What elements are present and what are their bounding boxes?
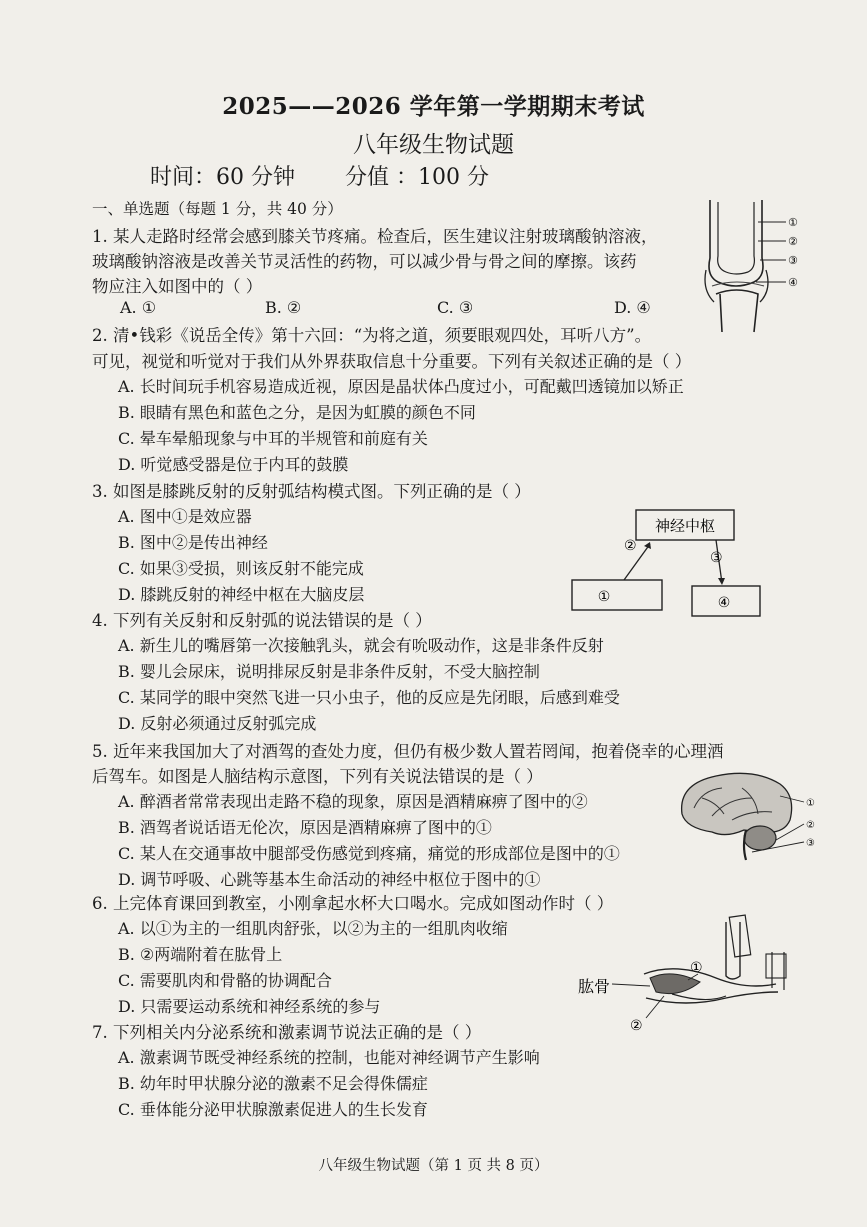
reflex-arc-figure [566,504,766,628]
exam-title: 2025——2026 学年第一学期期末考试 [222,93,645,120]
q5-stem-line1: 5. 近年来我国加大了对酒驾的查处力度，但仍有极少数人置若罔闻，抱着侥幸的心理酒 [92,742,724,761]
q2-option-c: C. 晕车晕船现象与中耳的半规管和前庭有关 [118,429,428,448]
knee-label-2: ② [788,235,798,248]
humerus-label: 肱骨 [578,977,611,996]
q3-stem-line1: 3. 如图是膝跳反射的反射弧结构模式图。下列正确的是（ ） [92,482,531,501]
section-heading: 一、单选题（每题 1 分，共 40 分） [92,200,343,218]
q6-option-c: C. 需要肌肉和骨骼的协调配合 [118,971,332,990]
reflex-label-2: ② [624,538,637,554]
q1-stem-line3: 物应注入如图中的（ ） [92,277,263,296]
q2-stem-line1: 2. 清•钱彩《说岳全传》第十六回：“为将之道，须要眼观四处，耳听八方”。 [92,326,652,345]
q3-option-c: C. 如果③受损，则该反射不能完成 [118,559,364,578]
q1-stem-line2: 玻璃酸钠溶液是改善关节灵活性的药物，可以减少骨与骨之间的摩擦。该药 [92,252,637,271]
q5-option-b: B. 酒驾者说话语无伦次，原因是酒精麻痹了图中的① [118,818,492,837]
q6-option-a: A. 以①为主的一组肌肉舒张，以②为主的一组肌肉收缩 [118,919,508,938]
q2-option-a: A. 长时间玩手机容易造成近视，原因是晶状体凸度过小，可配戴凹透镜加以矫正 [118,377,684,396]
q5-option-d: D. 调节呼吸、心跳等基本生命活动的神经中枢位于图中的① [118,870,541,889]
exam-score: 分值 ：100 分 [345,165,489,190]
q7-stem-line1: 7. 下列相关内分泌系统和激素调节说法正确的是（ ） [92,1023,482,1042]
reflex-center-label: 神经中枢 [654,517,716,535]
q1-option-d: D. ④ [614,298,651,317]
q1-stem-line1: 1. 某人走路时经常会感到膝关节疼痛。检查后，医生建议注射玻璃酸钠溶液， [92,227,658,246]
q5-stem-line2: 后驾车。如图是人脑结构示意图，下列有关说法错误的是（ ） [92,767,543,786]
q2-option-d: D. 听觉感受器是位于内耳的鼓膜 [118,455,349,474]
q3-option-b: B. 图中②是传出神经 [118,533,268,552]
q1-option-b: B. ② [265,298,302,317]
reflex-label-4: ④ [717,595,731,611]
page-footer: 八年级生物试题（第 1 页 共 8 页） [318,1158,549,1174]
q6-option-d: D. 只需要运动系统和神经系统的参与 [118,997,381,1016]
q1-option-c: C. ③ [437,298,474,317]
q4-option-a: A. 新生儿的嘴唇第一次接触乳头，就会有吮吸动作，这是非条件反射 [118,636,604,655]
q5-option-a: A. 醉酒者常常表现出走路不稳的现象，原因是酒精麻痹了图中的② [118,792,588,811]
q7-option-b: B. 幼年时甲状腺分泌的激素不足会得侏儒症 [118,1074,428,1093]
reflex-label-1: ① [597,589,611,605]
arm-label-1: ① [690,960,703,976]
q3-option-d: D. 膝跳反射的神经中枢在大脑皮层 [118,585,365,604]
knee-joint-figure [692,198,804,334]
knee-label-4: ④ [788,276,798,289]
brain-label-2: ② [806,820,815,831]
q3-option-a: A. 图中①是效应器 [118,507,252,526]
brain-label-1: ① [806,798,815,809]
q6-option-b: B. ②两端附着在肱骨上 [118,945,283,964]
q2-option-b: B. 眼睛有黑色和蓝色之分，是因为虹膜的颜色不同 [118,403,476,422]
q4-option-c: C. 某同学的眼中突然飞进一只小虫子，他的反应是先闭眼，后感到难受 [118,688,620,707]
knee-label-1: ① [788,216,798,229]
arm-label-2: ② [630,1018,643,1034]
exam-subtitle: 八年级生物试题 [353,132,514,158]
arm-muscle-figure [576,912,806,1036]
q7-option-c: C. 垂体能分泌甲状腺激素促进人的生长发育 [118,1100,428,1119]
reflex-label-3: ③ [710,550,723,566]
exam-time: 时间：60 分钟 [150,165,295,190]
knee-label-3: ③ [788,254,798,267]
q6-stem-line1: 6. 上完体育课回到教室，小刚拿起水杯大口喝水。完成如图动作时（ ） [92,894,614,913]
q4-option-d: D. 反射必须通过反射弧完成 [118,714,317,733]
q7-option-a: A. 激素调节既受神经系统的控制，也能对神经调节产生影响 [118,1048,540,1067]
q4-option-b: B. 婴儿会尿床，说明排尿反射是非条件反射，不受大脑控制 [118,662,540,681]
brain-label-3: ③ [806,838,815,849]
q1-option-a: A. ① [120,298,157,317]
brain-structure-figure [672,768,822,864]
q5-option-c: C. 某人在交通事故中腿部受伤感觉到疼痛，痛觉的形成部位是图中的① [118,844,620,863]
q4-stem-line1: 4. 下列有关反射和反射弧的说法错误的是（ ） [92,611,432,630]
q2-stem-line2: 可见，视觉和听觉对于我们从外界获取信息十分重要。下列有关叙述正确的是（ ） [92,352,692,371]
